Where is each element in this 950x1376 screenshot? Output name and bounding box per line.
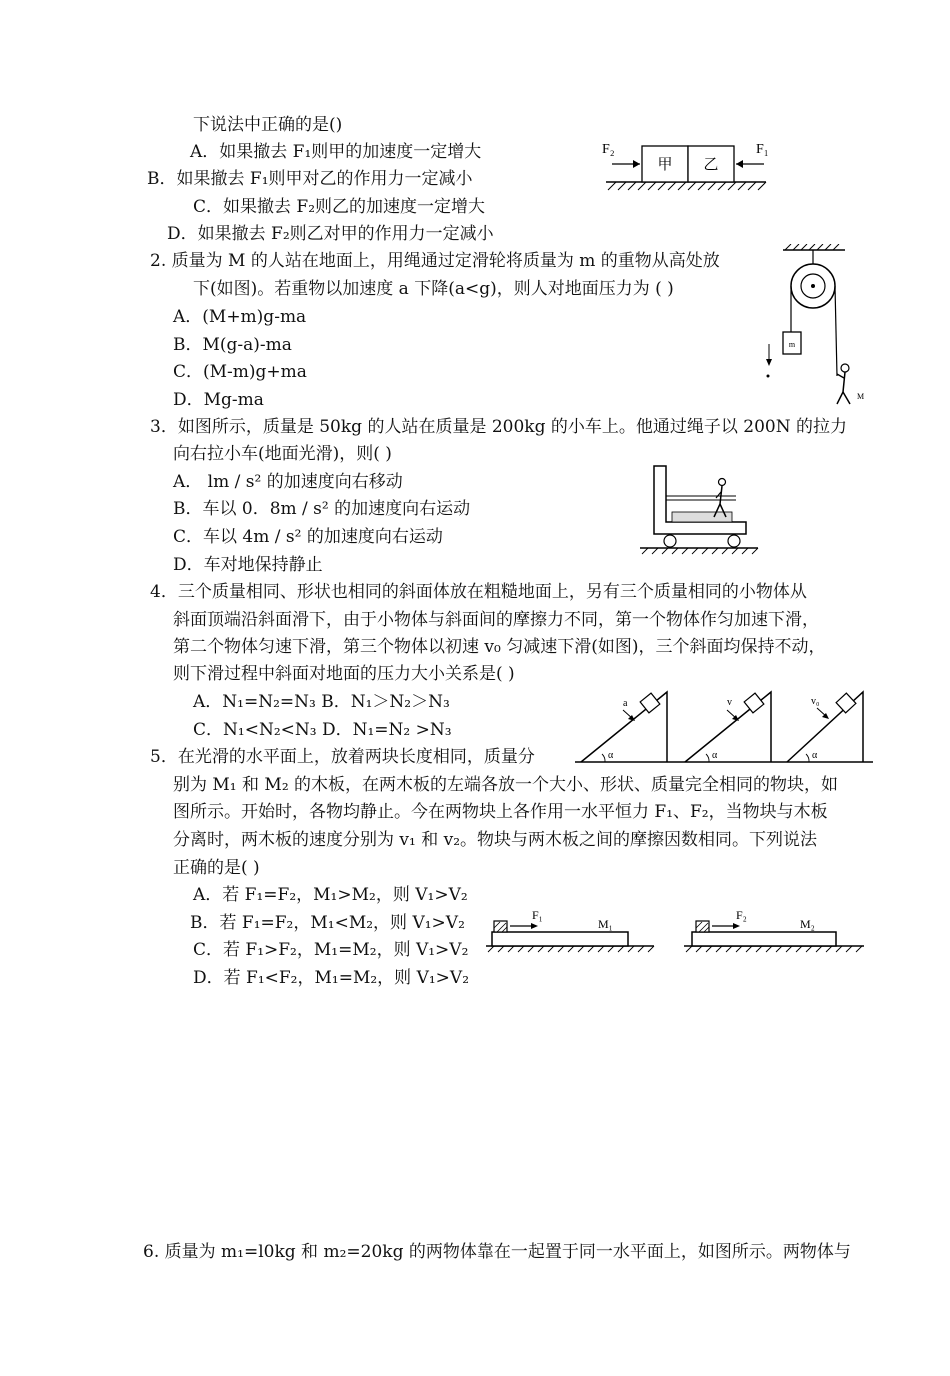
q3-stem-line1: 3．如图所示，质量是 50kg 的人站在质量是 200kg 的小车上。他通过绳子以 200N 的拉力 <box>150 417 848 437</box>
q1-option-c: C．如果撤去 F₂则乙的加速度一定增大 <box>193 197 486 217</box>
angle-label-1: α <box>608 750 614 761</box>
q6-stem-line1: 6. 质量为 m₁=l0kg 和 m₂=20kg 的两物体靠在一起置于同一水平面上，如图所示。两物体与 <box>143 1242 851 1262</box>
q5-stem-line5: 正确的是( ) <box>173 858 260 878</box>
q4-stem-line1: 4．三个质量相同、形状也相同的斜面体放在粗糙地面上，另有三个质量相同的小物体从 <box>150 582 807 602</box>
fig4-inclines-diagram <box>575 686 875 766</box>
q1-option-b: B．如果撤去 F₁则甲对乙的作用力一定减小 <box>147 169 473 189</box>
board-m2 <box>692 932 836 946</box>
force-f1-label-fig5: F₁ <box>532 908 543 922</box>
board-m1 <box>492 932 628 946</box>
q1-option-a: A．如果撤去 F₁则甲的加速度一定增大 <box>190 142 482 162</box>
accel-label: a <box>623 698 628 709</box>
q2-stem-line2: 下(如图)。若重物以加速度 a 下降(a<g)，则人对地面压力为 ( ) <box>193 279 674 299</box>
q5-option-a: A．若 F₁=F₂，M₁>M₂，则 V₁>V₂ <box>193 885 468 905</box>
force-f2-label-fig5: F₂ <box>736 908 747 922</box>
q2-option-c: C．(M-m)g+ma <box>173 362 307 382</box>
weight-label: m <box>788 340 796 349</box>
q1-option-d: D．如果撤去 F₂则乙对甲的作用力一定减小 <box>167 224 494 244</box>
q5-option-c: C．若 F₁>F₂，M₁=M₂，则 V₁>V₂ <box>193 940 469 960</box>
q2-option-a: A．(M+m)g-ma <box>173 307 307 327</box>
fig1-blocks-diagram <box>596 136 776 198</box>
initial-velocity-label: v₀ <box>811 696 820 707</box>
force-f1-label: F₁ <box>756 142 769 157</box>
q4-stem-line2: 斜面顶端沿斜面滑下，由于小物体与斜面间的摩擦力不同，第一个物体作匀加速下滑， <box>173 610 819 630</box>
q4-options-ab: A．N₁=N₂=N₃ B．N₁＞N₂＞N₃ <box>193 692 450 712</box>
q5-option-b: B．若 F₁=F₂，M₁<M₂，则 V₁>V₂ <box>190 913 465 933</box>
q5-stem-line2: 别为 M₁ 和 M₂ 的木板，在两木板的左端各放一个大小、形状、质量完全相同的物块，如 <box>173 775 839 795</box>
fig3-cart-diagram <box>636 462 761 557</box>
q3-option-b: B．车以 0．8m / s² 的加速度向右运动 <box>173 499 471 519</box>
q2-option-d: D．Mg-ma <box>173 390 264 410</box>
q5-stem-line4: 分离时，两木板的速度分别为 v₁ 和 v₂。物块与两木板之间的摩擦因数相同。下列说法 <box>173 830 818 850</box>
person-label: M <box>857 392 865 401</box>
q3-option-c: C．车以 4m / s² 的加速度向右运动 <box>173 527 443 547</box>
angle-label-2: α <box>712 750 718 761</box>
q5-stem-line1: 5．在光滑的水平面上，放着两块长度相同，质量分 <box>150 747 535 767</box>
board-m2-label: M₂ <box>800 917 815 931</box>
angle-label-3: α <box>812 750 818 761</box>
q4-stem-line4: 则下滑过程中斜面对地面的压力大小关系是( ) <box>173 664 515 684</box>
q3-option-a: A． lm / s² 的加速度向右移动 <box>173 472 403 492</box>
q4-options-cd: C．N₁<N₂<N₃ D．N₁=N₂ >N₃ <box>193 720 452 740</box>
q5-stem-line3: 图所示。开始时，各物均静止。今在两物块上各作用一水平恒力 F₁、F₂，当物块与木板 <box>173 802 828 822</box>
velocity-label: v <box>727 697 732 708</box>
fig2-pulley-diagram <box>755 244 870 414</box>
q2-stem-line1: 2. 质量为 M 的人站在地面上，用绳通过定滑轮将质量为 m 的重物从高处放 <box>150 251 720 271</box>
q2-option-b: B．M(g-a)-ma <box>173 335 292 355</box>
force-f2-label: F₂ <box>602 142 615 157</box>
q3-stem-line2: 向右拉小车(地面光滑)，则( ) <box>173 444 392 464</box>
q3-option-d: D．车对地保持静止 <box>173 555 323 575</box>
board-m1-label: M₁ <box>598 917 613 931</box>
q5-option-d: D．若 F₁<F₂，M₁=M₂，则 V₁>V₂ <box>193 968 470 988</box>
block-jia-label: 甲 <box>657 157 673 173</box>
q4-stem-line3: 第二个物体匀速下滑，第三个物体以初速 v₀ 匀减速下滑(如图)，三个斜面均保持不动， <box>173 637 826 657</box>
q1-stem-tail: 下说法中正确的是() <box>193 115 343 135</box>
block-yi-label: 乙 <box>703 157 719 173</box>
fig5-boards-diagram <box>486 904 866 956</box>
